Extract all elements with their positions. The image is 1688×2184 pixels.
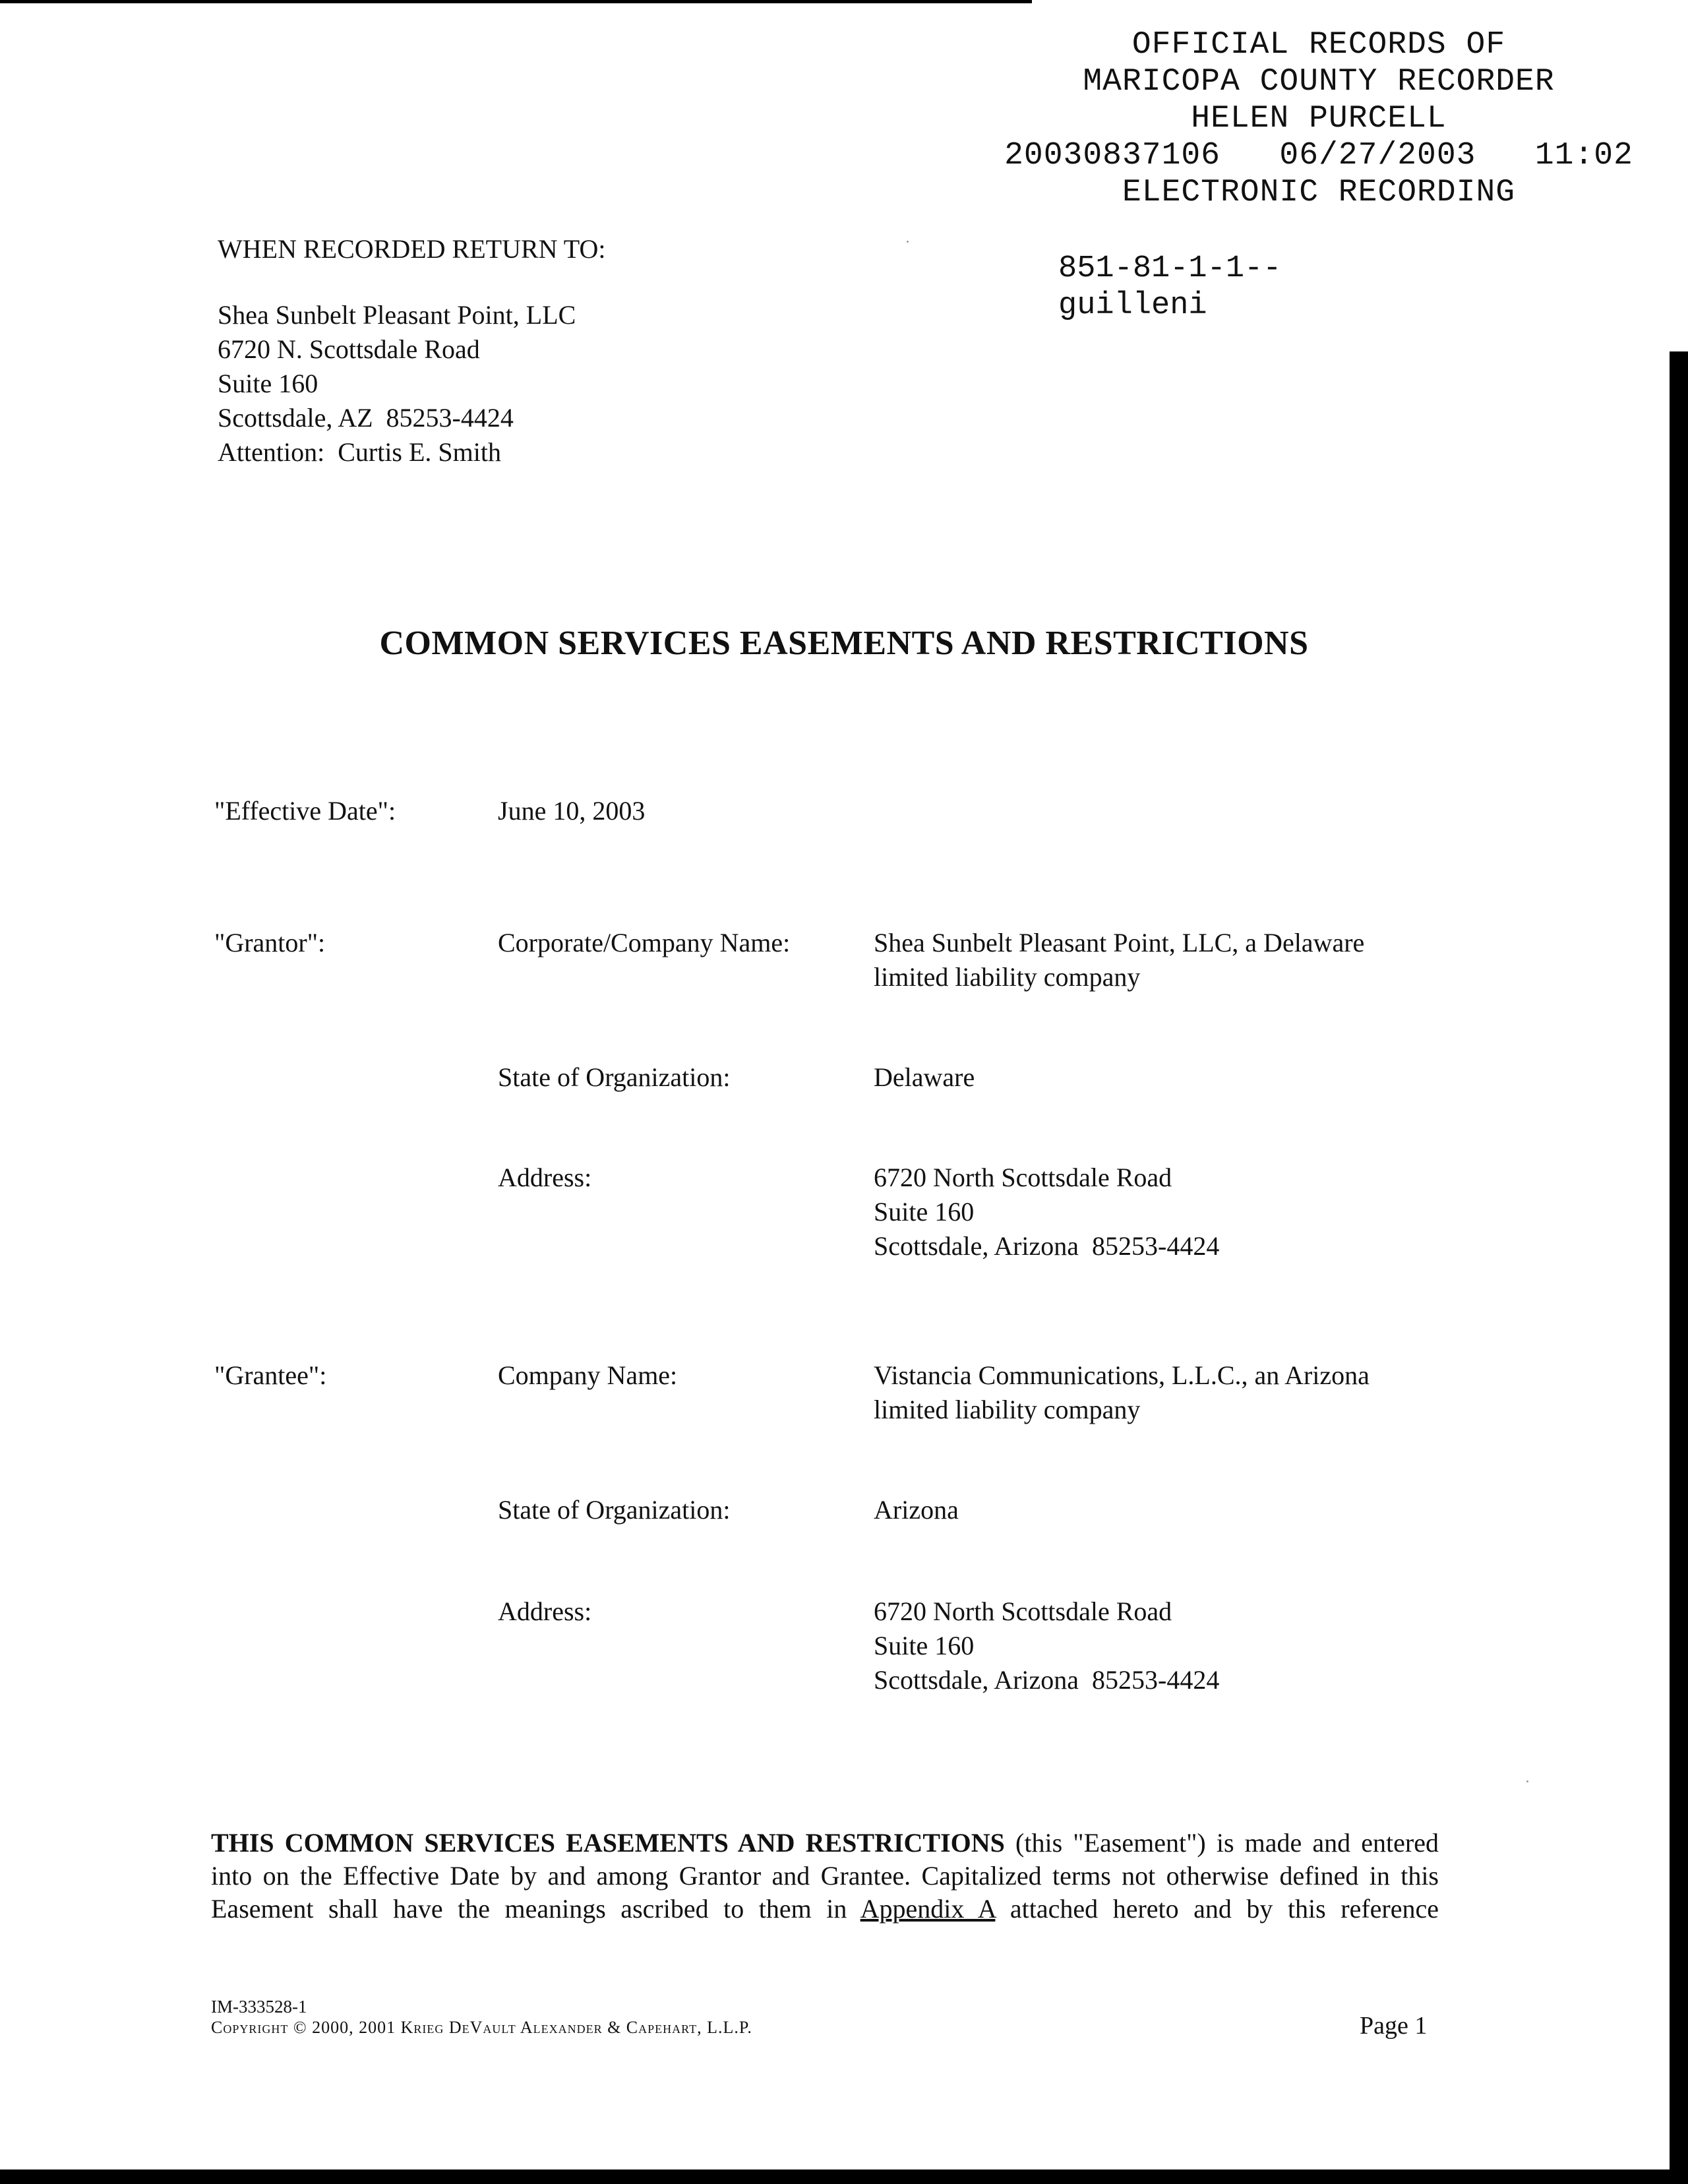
grantor-state-label: State of Organization: <box>498 1062 731 1092</box>
document-title: COMMON SERVICES EASEMENTS AND RESTRICTIONS <box>379 624 1309 662</box>
grantor-address-label: Address: <box>498 1163 592 1192</box>
stamp-line-electronic-recording: ELECTRONIC RECORDING <box>1122 175 1516 210</box>
recording-reference <box>1058 251 1281 324</box>
grantee-name-label: Company Name: <box>498 1360 678 1390</box>
effective-date-label: "Effective Date": <box>214 796 396 826</box>
grantee-state-value: Arizona <box>874 1495 959 1525</box>
footer-copyright: Copyright © 2000, 2001 Krieg DeVault Alexander & Capehart, L.L.P. <box>211 2018 752 2037</box>
stamp-line-recorder-name: HELEN PURCELL <box>1191 101 1447 136</box>
recorder-stamp <box>989 26 1648 211</box>
grantor-name-label: Corporate/Company Name: <box>498 928 791 957</box>
return-to-heading: WHEN RECORDED RETURN TO: <box>218 234 606 264</box>
return-to-line: Shea Sunbelt Pleasant Point, LLC <box>218 300 576 330</box>
recording-code: 851-81-1-1-- <box>1058 251 1282 286</box>
footer-document-id: IM-333528-1 <box>211 1997 307 2017</box>
body-paragraph <box>211 1827 1439 1926</box>
scan-top-edge-line <box>0 0 1032 3</box>
body-bold-lead: THIS COMMON SERVICES EASEMENTS AND RESTRICTIONS <box>211 1828 1005 1858</box>
return-to-line: Scottsdale, AZ 85253-4424 <box>218 403 514 433</box>
grantee-label: "Grantee": <box>214 1360 327 1390</box>
return-to-address <box>218 298 576 470</box>
return-to-line: 6720 N. Scottsdale Road <box>218 334 480 364</box>
grantor-name-line1: Shea Sunbelt Pleasant Point, LLC, a Delaware <box>874 928 1365 957</box>
scan-speck <box>1526 1780 1528 1782</box>
stamp-line-record-number-datetime: 20030837106 06/27/2003 11:02 <box>1004 138 1633 173</box>
grantor-address-line2: Suite 160 <box>874 1197 975 1227</box>
return-to-line: Attention: Curtis E. Smith <box>218 437 502 467</box>
page-number: Page 1 <box>1360 2012 1428 2040</box>
grantee-name-line1: Vistancia Communications, L.L.C., an Arizona <box>874 1360 1370 1390</box>
stamp-line-official-records: OFFICIAL RECORDS OF <box>1131 27 1506 63</box>
grantee-address-line2: Suite 160 <box>874 1631 975 1660</box>
scan-speck <box>907 241 909 243</box>
body-text: attached hereto and by this reference <box>995 1894 1439 1924</box>
appendix-a-reference: Appendix A <box>860 1894 996 1924</box>
grantee-state-label: State of Organization: <box>498 1495 731 1525</box>
grantor-address-line3: Scottsdale, Arizona 85253-4424 <box>874 1231 1220 1261</box>
grantee-address-line1: 6720 North Scottsdale Road <box>874 1596 1172 1626</box>
grantor-label: "Grantor": <box>214 928 326 957</box>
grantor-name-line2: limited liability company <box>874 962 1141 992</box>
body-text: (this "Easement") is made and entered into on the Effective Date by and among Grantor and Grantee. Capitalized terms not otherwise defined in this Easement shall have the meanings ascribed to them in <box>211 1828 1439 1924</box>
grantee-name-line2: limited liability company <box>874 1395 1141 1424</box>
return-to-line: Suite 160 <box>218 369 318 398</box>
grantee-address-line3: Scottsdale, Arizona 85253-4424 <box>874 1665 1220 1695</box>
stamp-line-county-recorder: MARICOPA COUNTY RECORDER <box>1083 64 1555 100</box>
grantee-address-label: Address: <box>498 1596 592 1626</box>
scan-bottom-edge-bar <box>0 2169 1688 2184</box>
grantor-state-value: Delaware <box>874 1062 975 1092</box>
grantor-address-line1: 6720 North Scottsdale Road <box>874 1163 1172 1192</box>
recording-clerk: guilleni <box>1058 288 1207 323</box>
effective-date-value: June 10, 2003 <box>498 796 646 826</box>
